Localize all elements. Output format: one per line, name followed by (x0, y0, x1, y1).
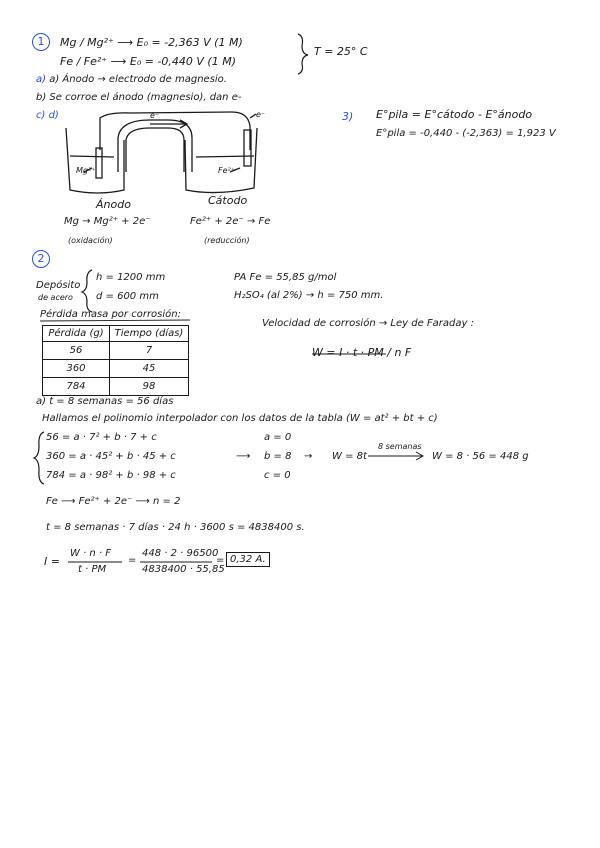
part-3-calc: E°pila = -0,440 - (-2,363) = 1,923 V (376, 128, 556, 139)
electron-arrow (150, 120, 187, 128)
anode-electrode (96, 148, 102, 178)
anode-title: Ánodo (96, 198, 131, 211)
solution-a: a = 0 (264, 432, 292, 443)
part-b-1: b) Se corroe el ánodo (magnesio), dan e- (36, 92, 242, 103)
anode-note: (oxidación) (68, 236, 113, 245)
part-cd: c) d) (36, 110, 59, 121)
current-label: I = (44, 555, 60, 568)
brace-system (34, 432, 44, 484)
brace-deposit (82, 270, 92, 312)
table-row (43, 342, 189, 360)
electron-label: e⁻ (150, 111, 160, 120)
deposit-d: d = 600 mm (96, 291, 159, 302)
velocity-note: Velocidad de corrosión → Ley de Faraday : (262, 318, 474, 329)
equals-2: = (216, 555, 225, 566)
table-header-loss: Pérdida (g) (43, 326, 110, 342)
w-result: W = 8 · 56 = 448 g (432, 451, 529, 462)
cathode-title: Cátodo (208, 194, 248, 207)
deposit-label: Depósito (36, 280, 81, 291)
equals-1: = (128, 555, 137, 566)
part-a-1-text: a) Ánodo → electrodo de magnesio. (49, 74, 227, 85)
table-cell: 7 (110, 342, 189, 360)
reaction-mg: Mg / Mg²⁺ ⟶ E₀ = -2,363 V (1 M) (60, 36, 243, 49)
part-3-formula: E°pila = E°cátodo - E°ánodo (376, 108, 533, 121)
acid-level: H₂SO₄ (al 2%) → h = 750 mm. (234, 290, 384, 301)
deposit-h: h = 1200 mm (96, 272, 166, 283)
atomic-mass: PA Fe = 55,85 g/mol (234, 272, 337, 283)
table-header-row (43, 326, 189, 342)
equation-3: 784 = a · 98² + b · 98 + c (46, 470, 176, 481)
cathode-ion: Fe²⁺ (218, 166, 235, 175)
anode-liquid (70, 156, 114, 157)
long-arrow (368, 452, 423, 460)
interp-intro: Hallamos el polinomio interpolador con los datos de la tabla (W = at² + bt + c) (42, 413, 438, 424)
cathode-note: (reducción) (204, 236, 250, 245)
part-a-1: a) a) Ánodo → electrodo de magnesio. (36, 74, 227, 85)
table-row (43, 378, 189, 396)
system-arrow: ⟶ (236, 451, 251, 462)
table-cell: 98 (110, 378, 189, 396)
faraday-formula: W = I · t · PM / n F (312, 346, 412, 359)
equation-1: 56 = a · 7² + b · 7 + c (46, 432, 157, 443)
anode-reaction: Mg → Mg²⁺ + 2e⁻ (64, 216, 151, 227)
solution-c: c = 0 (264, 470, 291, 481)
table-title: Pérdida masa por corrosión: (40, 309, 181, 320)
salt-bridge-inner (126, 128, 184, 172)
table-header-time: Tiempo (días) (110, 326, 189, 342)
brace-right (298, 34, 308, 74)
temperature: T = 25° C (314, 45, 368, 58)
current-num: W · n · F (70, 548, 112, 559)
corrosion-table (42, 325, 189, 396)
table-cell: 784 (43, 378, 110, 396)
cell-diagram (66, 112, 257, 193)
cathode-beaker (185, 128, 257, 193)
time-calc: t = 8 semanas · 7 días · 24 h · 3600 s = 4838400 s. (46, 522, 305, 533)
section-number-1: 1 (32, 33, 50, 51)
electron-label-right: e⁻ (256, 110, 266, 119)
reaction-fe: Fe / Fe²⁺ ⟶ E₀ = -0,440 V (1 M) (60, 55, 236, 68)
table-cell: 45 (110, 360, 189, 378)
solution-b: b = 8 (264, 451, 292, 462)
part-a-2: a) t = 8 semanas = 56 días (36, 396, 174, 407)
table-cell: 360 (43, 360, 110, 378)
implies-arrow: → (304, 451, 313, 462)
section-number-2: 2 (32, 250, 50, 268)
anode-beaker (66, 128, 124, 193)
table-cell: 56 (43, 342, 110, 360)
anode-ion: Mg²⁺ (76, 166, 96, 175)
iron-reaction: Fe ⟶ Fe²⁺ + 2e⁻ ⟶ n = 2 (46, 496, 181, 507)
arrow-label: 8 semanas (378, 442, 422, 451)
current-den: t · PM (78, 564, 107, 575)
deposit-sub: de acero (38, 293, 73, 302)
w-equation: W = 8t (332, 451, 367, 462)
wire (100, 112, 250, 150)
equation-2: 360 = a · 45² + b · 45 + c (46, 451, 176, 462)
part-3-number: 3) (342, 110, 354, 123)
current-num-2: 448 · 2 · 96500 (142, 548, 219, 559)
cathode-reaction: Fe²⁺ + 2e⁻ → Fe (190, 216, 271, 227)
table-row (43, 360, 189, 378)
current-den-2: 4838400 · 55,85 (142, 564, 225, 575)
answer-box: 0,32 A. (226, 552, 270, 567)
cathode-liquid (196, 156, 254, 157)
